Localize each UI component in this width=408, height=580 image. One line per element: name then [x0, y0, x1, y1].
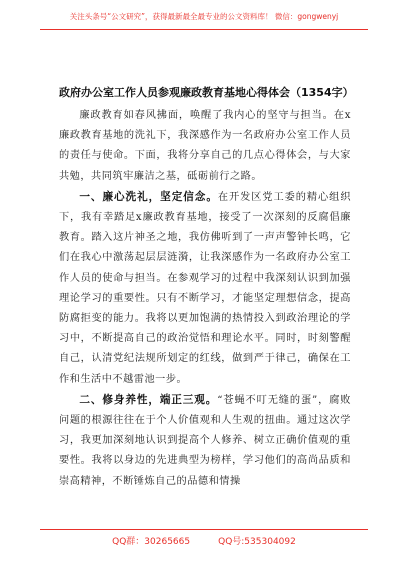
- document-body: [59, 84, 354, 492]
- header-banner: 关注头条号“公文研究”，获得最新最全最专业的公文资料库！ 微信：gongwenyj: [69, 12, 339, 21]
- section-2-text: “苍蝇不叮无缝的蛋”，腐败问题的根源往往在于个人价值观和人生观的扭曲。通过这次学习，我更加深刻地认识到提高个人修养、树立正确价值观的重要性。我将以身边的先进典型为榜样，学习他们的高尚品质和崇高精神，不断锤炼自己的品德和情操: [59, 394, 351, 487]
- header-divider: [40, 29, 368, 30]
- footer-qq-group: QQ群：30265665: [112, 537, 191, 547]
- footer-divider: [40, 529, 368, 530]
- intro-paragraph: 廉政教育如春风拂面，唤醒了我内心的坚守与担当。在x廉政教育基地的洗礼下，我深感作为一名政府办公室工作人员的责任与使命。下面，我将分享自己的几点心得体会，与大家共勉，共同筑牢廉洁之基，砥砺前行之路。: [59, 110, 351, 182]
- footer-qq-number: QQ号:535304092: [218, 537, 296, 547]
- section-2-paragraph: [59, 390, 351, 492]
- section-1-text: 在开发区党工委的精心组织下，我有幸踏足x廉政教育基地，接受了一次深刻的反腐倡廉教育。踏入这片神圣之地，我仿佛听到了一声声警钟长鸣，它们在我心中激荡起层层涟漪，让我深感作为一名政府办公室工作人员的使命与担当。在参观学习的过程中我深刻认识到加强理论学习的重要性。只有不断学习，才能坚定理想信念，提高防腐拒变的能力。我将以更加饱满的热情投入到政治理论的学习中，不断提高自己的政治觉悟和理论水平。同时，时刻警醒自己，认清党纪法规所划定的红线，做到严于律己，确保在工作和生活中不越雷池一步。: [59, 191, 352, 385]
- document-title: 政府办公室工作人员参观廉政教育基地心得体会（1354字）: [59, 86, 354, 99]
- section-1-heading: 一、廉心洗礼，坚定信念。: [79, 190, 218, 203]
- footer-contacts: [0, 534, 408, 547]
- section-1-paragraph: [59, 187, 351, 390]
- section-2-heading: 二、修身养性，端正三观。: [79, 393, 218, 406]
